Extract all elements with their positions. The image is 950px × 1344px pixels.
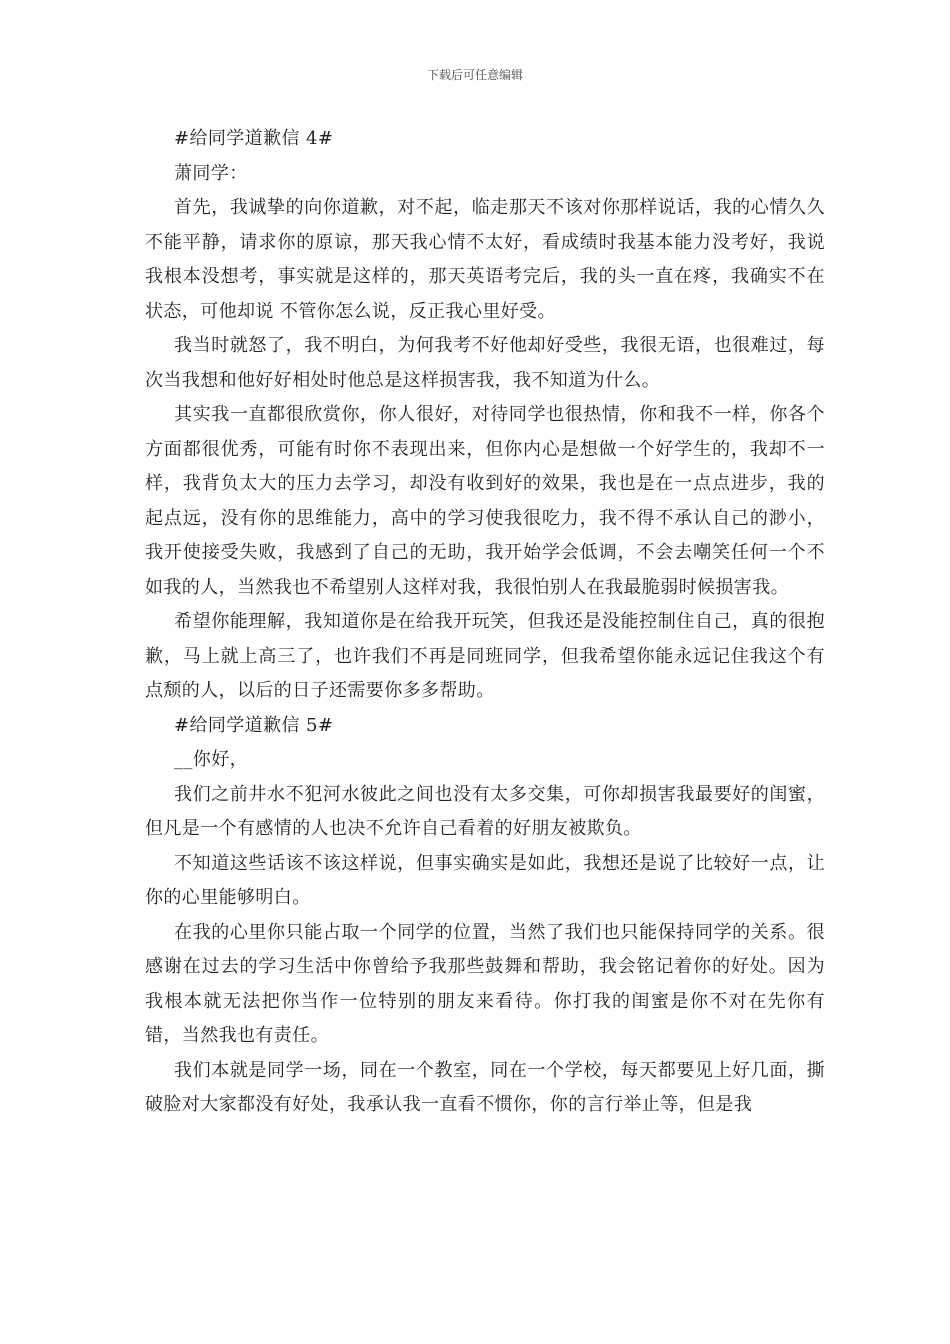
body-paragraph: 我们本就是同学一场，同在一个教室，同在一个学校，每天都要见上好几面，撕破脸对大家都没有好处，我承认我一直看不惯你，你的言行举止等，但是我 bbox=[145, 1059, 825, 1115]
body-paragraph: 希望你能理解，我知道你是在给我开玩笑，但我还是没能控制住自己，真的很抱歉，马上就上高三了，也许我们不再是同班同学，但我希望你能永远记住我这个有点颓的人，以后的日子还需要你多多帮助。 bbox=[145, 611, 825, 701]
document-body bbox=[145, 122, 825, 1123]
body-paragraph: 我当时就怒了，我不明白，为何我考不好他却好受些，我很无语，也很难过，每次当我想和他好好相处时他总是这样损害我，我不知道为什么。 bbox=[145, 335, 825, 391]
body-paragraph: 在我的心里你只能占取一个同学的位置，当然了我们也只能保持同学的关系。很感谢在过去的学习生活中你曾给予我那些鼓舞和帮助，我会铭记着你的好处。因为我根本就无法把你当作一位特别的朋友来看待。你打我的闺蜜是你不对在先你有错，当然我也有责任。 bbox=[145, 921, 825, 1046]
body-paragraph: 首先，我诚挚的向你道歉，对不起，临走那天不该对你那样说话，我的心情久久不能平静，请求你的原谅，那天我心情不太好，看成绩时我基本能力没考好，我说我根本没想考，事实就是这样的，那天英语考完后，我的头一直在疼，我确实不在状态，可他却说 不管你怎么说，反正我心里好受。 bbox=[145, 197, 825, 322]
section-heading: #给同学道歉信 4# bbox=[174, 128, 334, 149]
body-paragraph: 其实我一直都很欣赏你，你人很好，对待同学也很热情，你和我不一样，你各个方面都很优秀，可能有时你不表现出来，但你内心是想做一个好学生的，我却不一样，我背负太大的压力去学习，却没有收到好的效果，我也是在一点点进步，我的起点远，没有你的思维能力，高中的学习使我很吃力，我不得不承认自己的渺小，我开使接受失败，我感到了自己的无助，我开始学会低调，不会去嘲笑任何一个不如我的人，当然我也不希望别人这样对我，我很怕别人在我最脆弱时候损害我。 bbox=[145, 404, 825, 598]
section-heading: #给同学道歉信 5# bbox=[174, 714, 334, 736]
page-header: 下载后可任意编辑 bbox=[426, 68, 523, 82]
salutation: 萧同学： bbox=[174, 162, 248, 184]
body-paragraph: 我们之前井水不犯河水彼此之间也没有太多交集，可你却损害我最要好的闺蜜，但凡是一个有感情的人也决不允许自己看着的好朋友被欺负。 bbox=[145, 783, 825, 839]
salutation: __你好， bbox=[174, 749, 248, 770]
body-paragraph: 不知道这些话该不该这样说，但事实确实是如此，我想还是说了比较好一点，让你的心里能够明白。 bbox=[145, 852, 825, 908]
